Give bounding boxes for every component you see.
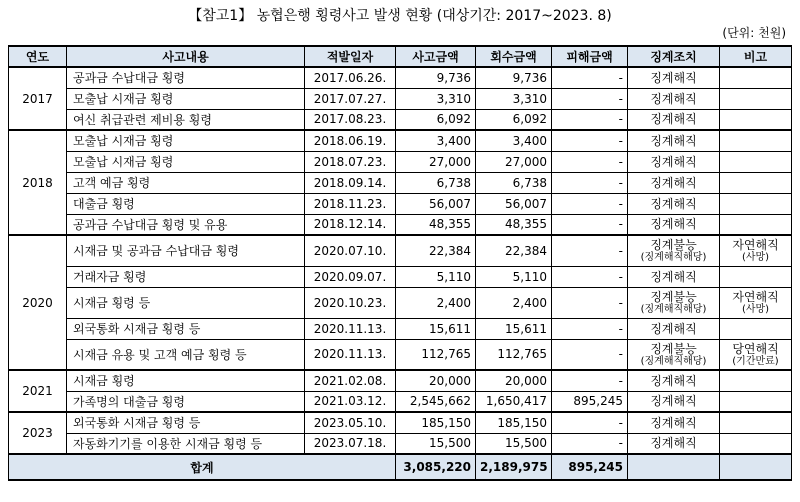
accident-amount-cell: 48,355	[396, 214, 476, 235]
accident-amount-cell: 27,000	[396, 151, 476, 172]
note-cell	[720, 287, 792, 318]
date-cell: 2021.02.08.	[305, 370, 396, 391]
damage-amount-cell: -	[552, 235, 628, 266]
action-cell	[628, 88, 720, 109]
table-row	[9, 339, 792, 370]
damage-amount-cell: -	[552, 130, 628, 151]
note-cell	[720, 172, 792, 193]
action-cell	[628, 318, 720, 339]
note-cell	[720, 130, 792, 151]
table-row	[9, 67, 792, 88]
table-row	[9, 370, 792, 391]
action-label: 징계해직	[650, 321, 697, 336]
table-row	[9, 151, 792, 172]
year-cell: 2021	[9, 370, 67, 412]
note-cell	[720, 433, 792, 454]
action-cell	[628, 433, 720, 454]
date-cell: 2018.11.23.	[305, 193, 396, 214]
note-cell	[720, 318, 792, 339]
header-date: 적발일자	[305, 46, 396, 67]
accident-amount-cell: 20,000	[396, 370, 476, 391]
accident-amount-cell: 112,765	[396, 339, 476, 370]
damage-amount-cell: -	[552, 318, 628, 339]
table-row	[9, 266, 792, 287]
damage-amount-cell: -	[552, 339, 628, 370]
recovered-amount-cell: 185,150	[476, 412, 552, 433]
action-label: 징계불능	[650, 238, 697, 253]
note-cell	[720, 214, 792, 235]
note-cell	[720, 109, 792, 130]
action-cell	[628, 193, 720, 214]
recovered-amount-cell: 20,000	[476, 370, 552, 391]
description-cell: 시재금 횡령 등	[67, 287, 305, 318]
year-cell: 2018	[9, 130, 67, 235]
description-cell: 가족명의 대출금 횡령	[67, 391, 305, 412]
description-cell: 시재금 횡령	[67, 370, 305, 391]
note-cell	[720, 193, 792, 214]
action-label: 징계해직	[650, 217, 697, 232]
accident-amount-cell: 185,150	[396, 412, 476, 433]
date-cell: 2020.09.07.	[305, 266, 396, 287]
action-label: 징계해직	[650, 70, 697, 85]
description-cell: 모출납 시재금 횡령	[67, 88, 305, 109]
action-label: 징계해직	[650, 394, 697, 409]
action-sublabel: (징계해직해당)	[640, 252, 707, 264]
action-label: 징계해직	[650, 154, 697, 169]
header-row	[9, 46, 792, 67]
year-cell: 2017	[9, 67, 67, 130]
total-recovered: 2,189,975	[476, 454, 552, 480]
note-cell	[720, 339, 792, 370]
total-accident: 3,085,220	[396, 454, 476, 480]
recovered-amount-cell: 3,310	[476, 88, 552, 109]
header-damage-amount: 피해금액	[552, 46, 628, 67]
note-sublabel: (사망)	[741, 304, 770, 315]
date-cell: 2018.06.19.	[305, 130, 396, 151]
header-disciplinary-action: 징계조치	[628, 46, 720, 67]
accident-amount-cell: 22,384	[396, 235, 476, 266]
date-cell: 2020.11.13.	[305, 339, 396, 370]
accident-amount-cell: 56,007	[396, 193, 476, 214]
note-cell	[720, 151, 792, 172]
date-cell: 2017.07.27.	[305, 88, 396, 109]
damage-amount-cell: -	[552, 151, 628, 172]
description-cell: 거래자금 횡령	[67, 266, 305, 287]
date-cell: 2018.07.23.	[305, 151, 396, 172]
accident-amount-cell: 9,736	[396, 67, 476, 88]
description-cell: 외국통화 시재금 횡령 등	[67, 318, 305, 339]
damage-amount-cell: -	[552, 172, 628, 193]
action-cell	[628, 412, 720, 433]
action-label: 징계해직	[650, 133, 697, 148]
damage-amount-cell: -	[552, 67, 628, 88]
note-cell	[720, 67, 792, 88]
description-cell: 자동화기기를 이용한 시재금 횡령 등	[67, 433, 305, 454]
description-cell: 공과금 수납대금 횡령 및 유용	[67, 214, 305, 235]
action-label: 징계해직	[650, 91, 697, 106]
date-cell: 2021.03.12.	[305, 391, 396, 412]
action-label: 징계해직	[650, 175, 697, 190]
note-cell	[720, 391, 792, 412]
damage-amount-cell: -	[552, 193, 628, 214]
date-cell: 2023.05.10.	[305, 412, 396, 433]
table-row	[9, 433, 792, 454]
damage-amount-cell: -	[552, 214, 628, 235]
accident-amount-cell: 2,400	[396, 287, 476, 318]
action-label: 징계해직	[650, 269, 697, 284]
table-row	[9, 412, 792, 433]
recovered-amount-cell: 3,400	[476, 130, 552, 151]
recovered-amount-cell: 27,000	[476, 151, 552, 172]
page-title: 【참고1】 농협은행 횡령사고 발생 현황 (대상기간: 2017~2023. 8)	[188, 8, 612, 24]
description-cell: 모출납 시재금 횡령	[67, 151, 305, 172]
damage-amount-cell: 895,245	[552, 391, 628, 412]
recovered-amount-cell: 6,738	[476, 172, 552, 193]
action-cell	[628, 172, 720, 193]
date-cell: 2023.07.18.	[305, 433, 396, 454]
action-cell	[628, 339, 720, 370]
accident-amount-cell: 6,738	[396, 172, 476, 193]
date-cell: 2017.08.23.	[305, 109, 396, 130]
recovered-amount-cell: 22,384	[476, 235, 552, 266]
recovered-amount-cell: 5,110	[476, 266, 552, 287]
header-year: 연도	[9, 46, 67, 67]
total-note-empty	[720, 454, 792, 480]
table-row	[9, 172, 792, 193]
accident-amount-cell: 2,545,662	[396, 391, 476, 412]
table-row	[9, 391, 792, 412]
accident-amount-cell: 3,400	[396, 130, 476, 151]
date-cell: 2020.11.13.	[305, 318, 396, 339]
note-cell	[720, 235, 792, 266]
recovered-amount-cell: 15,611	[476, 318, 552, 339]
note-label: 자연해직	[732, 290, 779, 304]
action-sublabel: (징계해직해당)	[640, 355, 707, 367]
accident-amount-cell: 15,611	[396, 318, 476, 339]
action-cell	[628, 130, 720, 151]
action-label: 징계해직	[650, 373, 697, 388]
description-cell: 공과금 수납대금 횡령	[67, 67, 305, 88]
header-note: 비고	[720, 46, 792, 67]
table-row	[9, 235, 792, 266]
action-cell	[628, 67, 720, 88]
note-sublabel: (사망)	[741, 252, 770, 264]
action-cell	[628, 214, 720, 235]
total-label: 합계	[9, 454, 396, 480]
action-cell	[628, 391, 720, 412]
recovered-amount-cell: 9,736	[476, 67, 552, 88]
damage-amount-cell: -	[552, 109, 628, 130]
recovered-amount-cell: 1,650,417	[476, 391, 552, 412]
table-row	[9, 214, 792, 235]
action-label: 징계해직	[650, 196, 697, 211]
table-row	[9, 287, 792, 318]
damage-amount-cell: -	[552, 433, 628, 454]
year-cell: 2023	[9, 412, 67, 454]
description-cell: 모출납 시재금 횡령	[67, 130, 305, 151]
date-cell: 2018.09.14.	[305, 172, 396, 193]
header-recovered-amount: 회수금액	[476, 46, 552, 67]
accident-amount-cell: 3,310	[396, 88, 476, 109]
action-cell	[628, 109, 720, 130]
accident-amount-cell: 5,110	[396, 266, 476, 287]
note-sublabel: (기간만료)	[732, 355, 779, 367]
accident-table	[8, 45, 792, 481]
accident-amount-cell: 15,500	[396, 433, 476, 454]
description-cell: 시재금 및 공과금 수납대금 횡령	[67, 235, 305, 266]
damage-amount-cell: -	[552, 370, 628, 391]
date-cell: 2020.07.10.	[305, 235, 396, 266]
year-cell: 2020	[9, 235, 67, 370]
action-sublabel: (징계해직해당)	[640, 304, 707, 315]
action-cell	[628, 235, 720, 266]
action-label: 징계해직	[650, 436, 697, 451]
date-cell: 2017.06.26.	[305, 67, 396, 88]
table-row	[9, 88, 792, 109]
action-label: 징계해직	[650, 415, 697, 430]
note-cell	[720, 266, 792, 287]
accident-amount-cell: 6,092	[396, 109, 476, 130]
note-label: 당연해직	[732, 341, 779, 356]
damage-amount-cell: -	[552, 287, 628, 318]
table-row	[9, 109, 792, 130]
header-accident-amount: 사고금액	[396, 46, 476, 67]
action-cell	[628, 266, 720, 287]
recovered-amount-cell: 2,400	[476, 287, 552, 318]
recovered-amount-cell: 48,355	[476, 214, 552, 235]
damage-amount-cell: -	[552, 88, 628, 109]
table-row	[9, 318, 792, 339]
date-cell: 2020.10.23.	[305, 287, 396, 318]
unit-label: (단위: 천원)	[722, 26, 786, 40]
total-row	[9, 454, 792, 480]
recovered-amount-cell: 112,765	[476, 339, 552, 370]
action-cell	[628, 287, 720, 318]
damage-amount-cell: -	[552, 266, 628, 287]
description-cell: 외국통화 시재금 횡령 등	[67, 412, 305, 433]
action-label: 징계불능	[650, 341, 697, 356]
description-cell: 대출금 횡령	[67, 193, 305, 214]
action-cell	[628, 151, 720, 172]
action-label: 징계불능	[650, 290, 697, 304]
date-cell: 2018.12.14.	[305, 214, 396, 235]
table-row	[9, 193, 792, 214]
total-action-empty	[628, 454, 720, 480]
description-cell: 고객 예금 횡령	[67, 172, 305, 193]
total-damage: 895,245	[552, 454, 628, 480]
note-cell	[720, 412, 792, 433]
recovered-amount-cell: 56,007	[476, 193, 552, 214]
table-row	[9, 130, 792, 151]
header-description: 사고내용	[67, 46, 305, 67]
action-label: 징계해직	[650, 112, 697, 127]
action-cell	[628, 370, 720, 391]
damage-amount-cell: -	[552, 412, 628, 433]
description-cell: 시재금 유용 및 고객 예금 횡령 등	[67, 339, 305, 370]
recovered-amount-cell: 15,500	[476, 433, 552, 454]
description-cell: 여신 취급관련 제비용 횡령	[67, 109, 305, 130]
note-label: 자연해직	[732, 238, 779, 253]
recovered-amount-cell: 6,092	[476, 109, 552, 130]
note-cell	[720, 88, 792, 109]
note-cell	[720, 370, 792, 391]
